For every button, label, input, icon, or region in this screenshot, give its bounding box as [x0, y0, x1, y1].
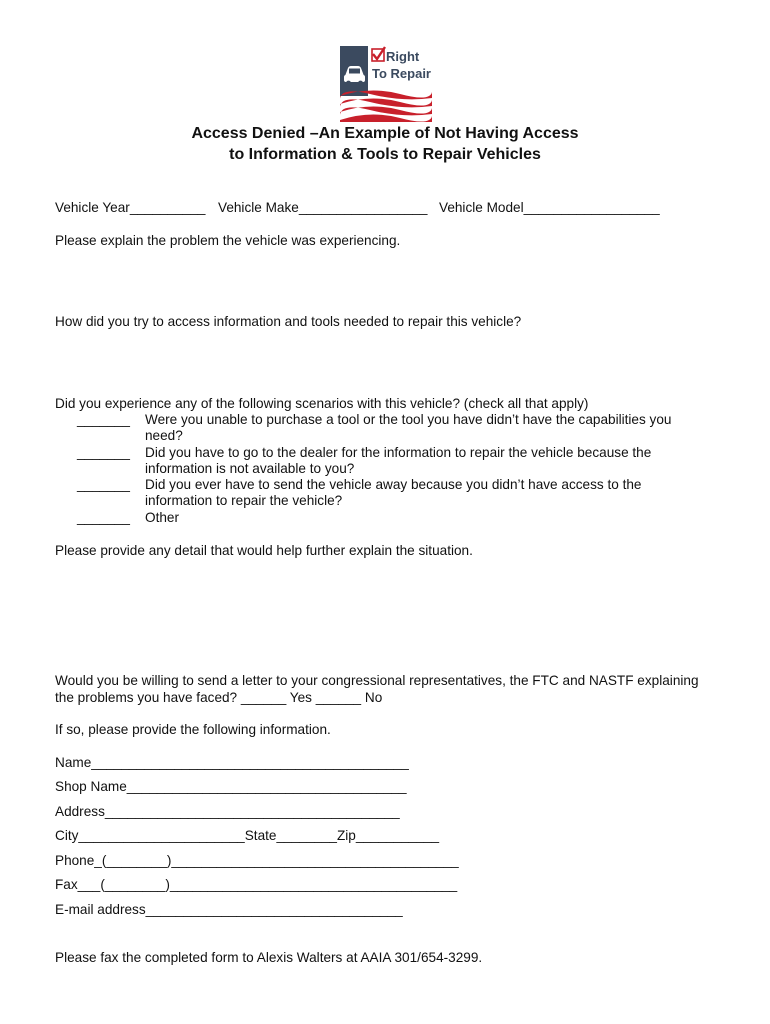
footer-instruction: Please fax the completed form to Alexis Walters at AAIA 301/654-3299. [55, 950, 483, 965]
question-problem: Please explain the problem the vehicle was experiencing. [55, 233, 401, 248]
question-detail: Please provide any detail that would help further explain the situation. [55, 543, 473, 558]
question-letter-line2[interactable]: the problems you have faced? ______ Yes ______ No [55, 690, 383, 705]
scenario-text-cont: need? [145, 428, 183, 443]
scenario-text: Were you unable to purchase a tool or the tool you have didn’t have the capabilities you [145, 412, 672, 427]
shop-name-field[interactable]: Shop Name_____________________________________ [55, 779, 407, 794]
scenario-check-blank[interactable]: _______ [77, 510, 130, 525]
phone-field[interactable]: Phone_(________)______________________________________ [55, 853, 459, 868]
vehicle-model-field[interactable]: Vehicle Model__________________ [439, 200, 660, 215]
right-to-repair-logo [340, 46, 432, 122]
address-field[interactable]: Address_______________________________________ [55, 804, 400, 819]
question-letter-line1: Would you be willing to send a letter to your congressional representatives, the FTC and NASTF explaining [55, 673, 699, 688]
scenario-check-blank[interactable]: _______ [77, 445, 130, 460]
scenario-check-blank[interactable]: _______ [77, 477, 130, 492]
question-info: If so, please provide the following information. [55, 722, 331, 737]
svg-text:To Repair: To Repair [372, 66, 431, 81]
scenario-text-cont: information is not available to you? [145, 461, 355, 476]
vehicle-year-field[interactable]: Vehicle Year__________ [55, 200, 206, 215]
scenario-text: Did you have to go to the dealer for the information to repair the vehicle because the [145, 445, 652, 460]
scenario-check-blank[interactable]: _______ [77, 412, 130, 427]
scenario-text-cont: information to repair the vehicle? [145, 493, 343, 508]
email-field[interactable]: E-mail address__________________________________ [55, 902, 403, 917]
name-field[interactable]: Name__________________________________________ [55, 755, 409, 770]
scenario-text: Did you ever have to send the vehicle away because you didn’t have access to the [145, 477, 642, 492]
page-title-line2: to Information & Tools to Repair Vehicles [229, 146, 541, 163]
vehicle-make-field[interactable]: Vehicle Make_________________ [218, 200, 428, 215]
city-state-zip-field[interactable]: City______________________State________Zip___________ [55, 828, 440, 843]
question-scenarios: Did you experience any of the following scenarios with this vehicle? (check all that apply) [55, 396, 589, 411]
svg-text:Right: Right [386, 49, 420, 64]
page-title-line1: Access Denied –An Example of Not Having Access [191, 125, 579, 142]
question-access: How did you try to access information and tools needed to repair this vehicle? [55, 314, 522, 329]
scenario-text: Other [145, 510, 179, 525]
fax-field[interactable]: Fax___(________)______________________________________ [55, 877, 458, 892]
